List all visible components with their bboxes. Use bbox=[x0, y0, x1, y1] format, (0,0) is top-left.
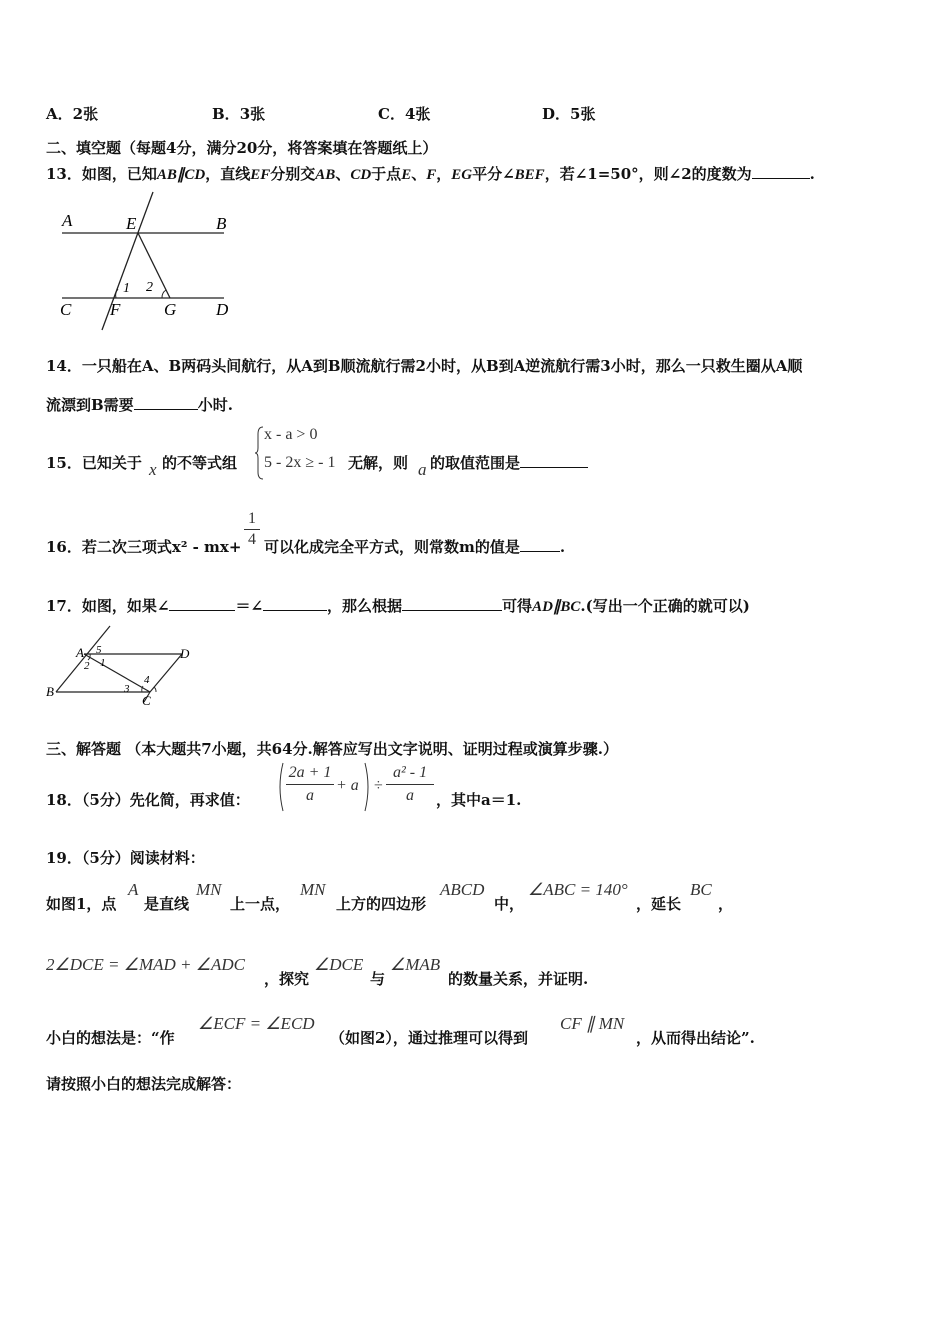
answer-blank[interactable] bbox=[520, 453, 588, 468]
fraction-1: 2a + 1 a bbox=[286, 764, 334, 805]
label-angle-5: 5 bbox=[96, 644, 102, 656]
label-e: E bbox=[126, 214, 137, 233]
question-13: 13．如图，已知AB∥CD，直线EF分别交AB、CD于点E、F，EG平分∠BEF，若∠1=50°，则∠2的度数为 . bbox=[46, 165, 815, 183]
option-c: C．4张 bbox=[378, 105, 431, 123]
question-15-mid: 的不等式组 bbox=[162, 454, 238, 472]
label-a: A bbox=[62, 211, 73, 230]
label-b: B bbox=[46, 684, 54, 699]
question-14-line-1: 14．一只船在A、B两码头间航行，从A到B顺流航行需2小时，从B到A逆流航行需3小时，那么一只救生圈从A顺 bbox=[46, 357, 803, 375]
answer-blank[interactable] bbox=[169, 596, 235, 611]
q19-p1-t7: ， bbox=[718, 895, 734, 913]
answer-blank[interactable] bbox=[520, 537, 560, 552]
label-angle-3: 3 bbox=[124, 683, 130, 695]
question-17: 17．如图，如果∠ ＝∠ ，那么根据 可得AD∥BC.(写出一个正确的就可以) bbox=[46, 597, 750, 615]
question-15: 15．已知关于 bbox=[46, 454, 142, 472]
q19-p1-m6: BC bbox=[690, 880, 712, 899]
option-d: D．5张 bbox=[542, 105, 596, 123]
question-15-end: 的取值范围是 bbox=[430, 452, 588, 473]
variable-a: a bbox=[418, 460, 427, 479]
q19-p1-t1: 如图1，点 bbox=[46, 895, 117, 913]
question-19-head: 19．（5分）阅读材料： bbox=[46, 849, 205, 867]
label-d: D bbox=[180, 646, 190, 661]
label-g: G bbox=[164, 300, 177, 319]
label-d: D bbox=[216, 300, 229, 319]
label-c: C bbox=[142, 693, 151, 706]
q19-p2-m3: ∠MAB bbox=[390, 955, 441, 974]
label-f: F bbox=[110, 300, 121, 319]
q19-p1-t5: 中， bbox=[494, 895, 525, 913]
line-ac bbox=[84, 654, 150, 692]
right-paren bbox=[364, 762, 372, 812]
q19-p1-m5: ∠ABC = 140° bbox=[528, 880, 628, 899]
q19-p2-t3: 的数量关系，并证明. bbox=[448, 970, 589, 988]
brace bbox=[254, 426, 264, 480]
q19-p3-t2: （如图2），通过推理可以得到 bbox=[330, 1029, 528, 1047]
q19-p1-t2: 是直线 bbox=[144, 895, 190, 913]
q19-p2-t1: ，探究 bbox=[264, 970, 310, 988]
fraction-one-quarter: 1 4 bbox=[244, 510, 260, 549]
expression-q18 bbox=[276, 762, 436, 814]
left-paren bbox=[276, 762, 284, 812]
inequality-2: 5 - 2x ≥ - 1 bbox=[264, 454, 336, 471]
q19-p3-t3: ，从而得出结论”. bbox=[636, 1029, 755, 1047]
figure-q13 bbox=[50, 188, 240, 333]
label-a: A bbox=[76, 645, 84, 660]
label-b: B bbox=[216, 214, 227, 233]
label-angle-2: 2 bbox=[84, 660, 90, 672]
answer-blank[interactable] bbox=[402, 596, 502, 611]
label-angle-1: 1 bbox=[123, 281, 130, 296]
q19-p1-m2: MN bbox=[196, 880, 222, 899]
line-eg bbox=[138, 233, 170, 298]
q19-p1-t6: ，延长 bbox=[636, 895, 682, 913]
fraction-2: a² - 1 a bbox=[386, 764, 434, 805]
variable-x: x bbox=[149, 460, 157, 479]
answer-blank[interactable] bbox=[263, 596, 327, 611]
line-dc bbox=[150, 654, 182, 692]
q19-p3-m2: CF ∥ MN bbox=[560, 1014, 625, 1033]
q19-p1-t3: 上一点， bbox=[230, 895, 291, 913]
q19-p1-m4: ABCD bbox=[440, 880, 485, 899]
question-18: 18．（5分）先化简，再求值： bbox=[46, 791, 250, 809]
answer-blank[interactable] bbox=[752, 164, 810, 179]
q19-p2-t2: 与 bbox=[370, 970, 386, 988]
divide-sign: ÷ bbox=[374, 777, 383, 794]
question-15-tail: 无解，则 bbox=[348, 454, 409, 472]
q19-p4: 请按照小白的想法完成解答： bbox=[46, 1075, 242, 1093]
label-angle-1: 1 bbox=[100, 657, 106, 669]
plus-a: + a bbox=[336, 777, 359, 794]
label-angle-2: 2 bbox=[146, 280, 153, 295]
question-16: 16．若二次三项式x² - mx+ bbox=[46, 538, 242, 556]
answer-blank[interactable] bbox=[134, 395, 198, 410]
q19-p1-m3: MN bbox=[300, 880, 326, 899]
q19-p3-t1: 小白的想法是：“作 bbox=[46, 1029, 175, 1047]
label-angle-4: 4 bbox=[144, 674, 150, 686]
question-18-tail: ，其中a＝1. bbox=[436, 791, 522, 809]
section-3-title: 三、解答题 （本大题共7小题，共64分.解答应写出文字说明、证明过程或演算步骤.） bbox=[46, 740, 618, 758]
q19-p1-m1: A bbox=[128, 880, 139, 899]
section-2-title: 二、填空题（每题4分，满分20分，将答案填在答题纸上） bbox=[46, 139, 438, 157]
q19-p3-m1: ∠ECF = ∠ECD bbox=[198, 1014, 315, 1033]
question-14-line-2: 流漂到B需要 小时. bbox=[46, 396, 233, 414]
question-16-tail: 可以化成完全平方式，则常数m的值是 . bbox=[264, 538, 566, 556]
q19-p1-t4: 上方的四边形 bbox=[336, 895, 427, 913]
q19-p2-m2: ∠DCE bbox=[314, 955, 364, 974]
option-a: A．2张 bbox=[46, 105, 99, 123]
inequality-1: x - a > 0 bbox=[264, 426, 318, 443]
label-c: C bbox=[60, 300, 72, 319]
figure-q17 bbox=[44, 624, 200, 706]
q19-p2-m1: 2∠DCE = ∠MAD + ∠ADC bbox=[46, 955, 245, 974]
option-b: B．3张 bbox=[212, 105, 266, 123]
